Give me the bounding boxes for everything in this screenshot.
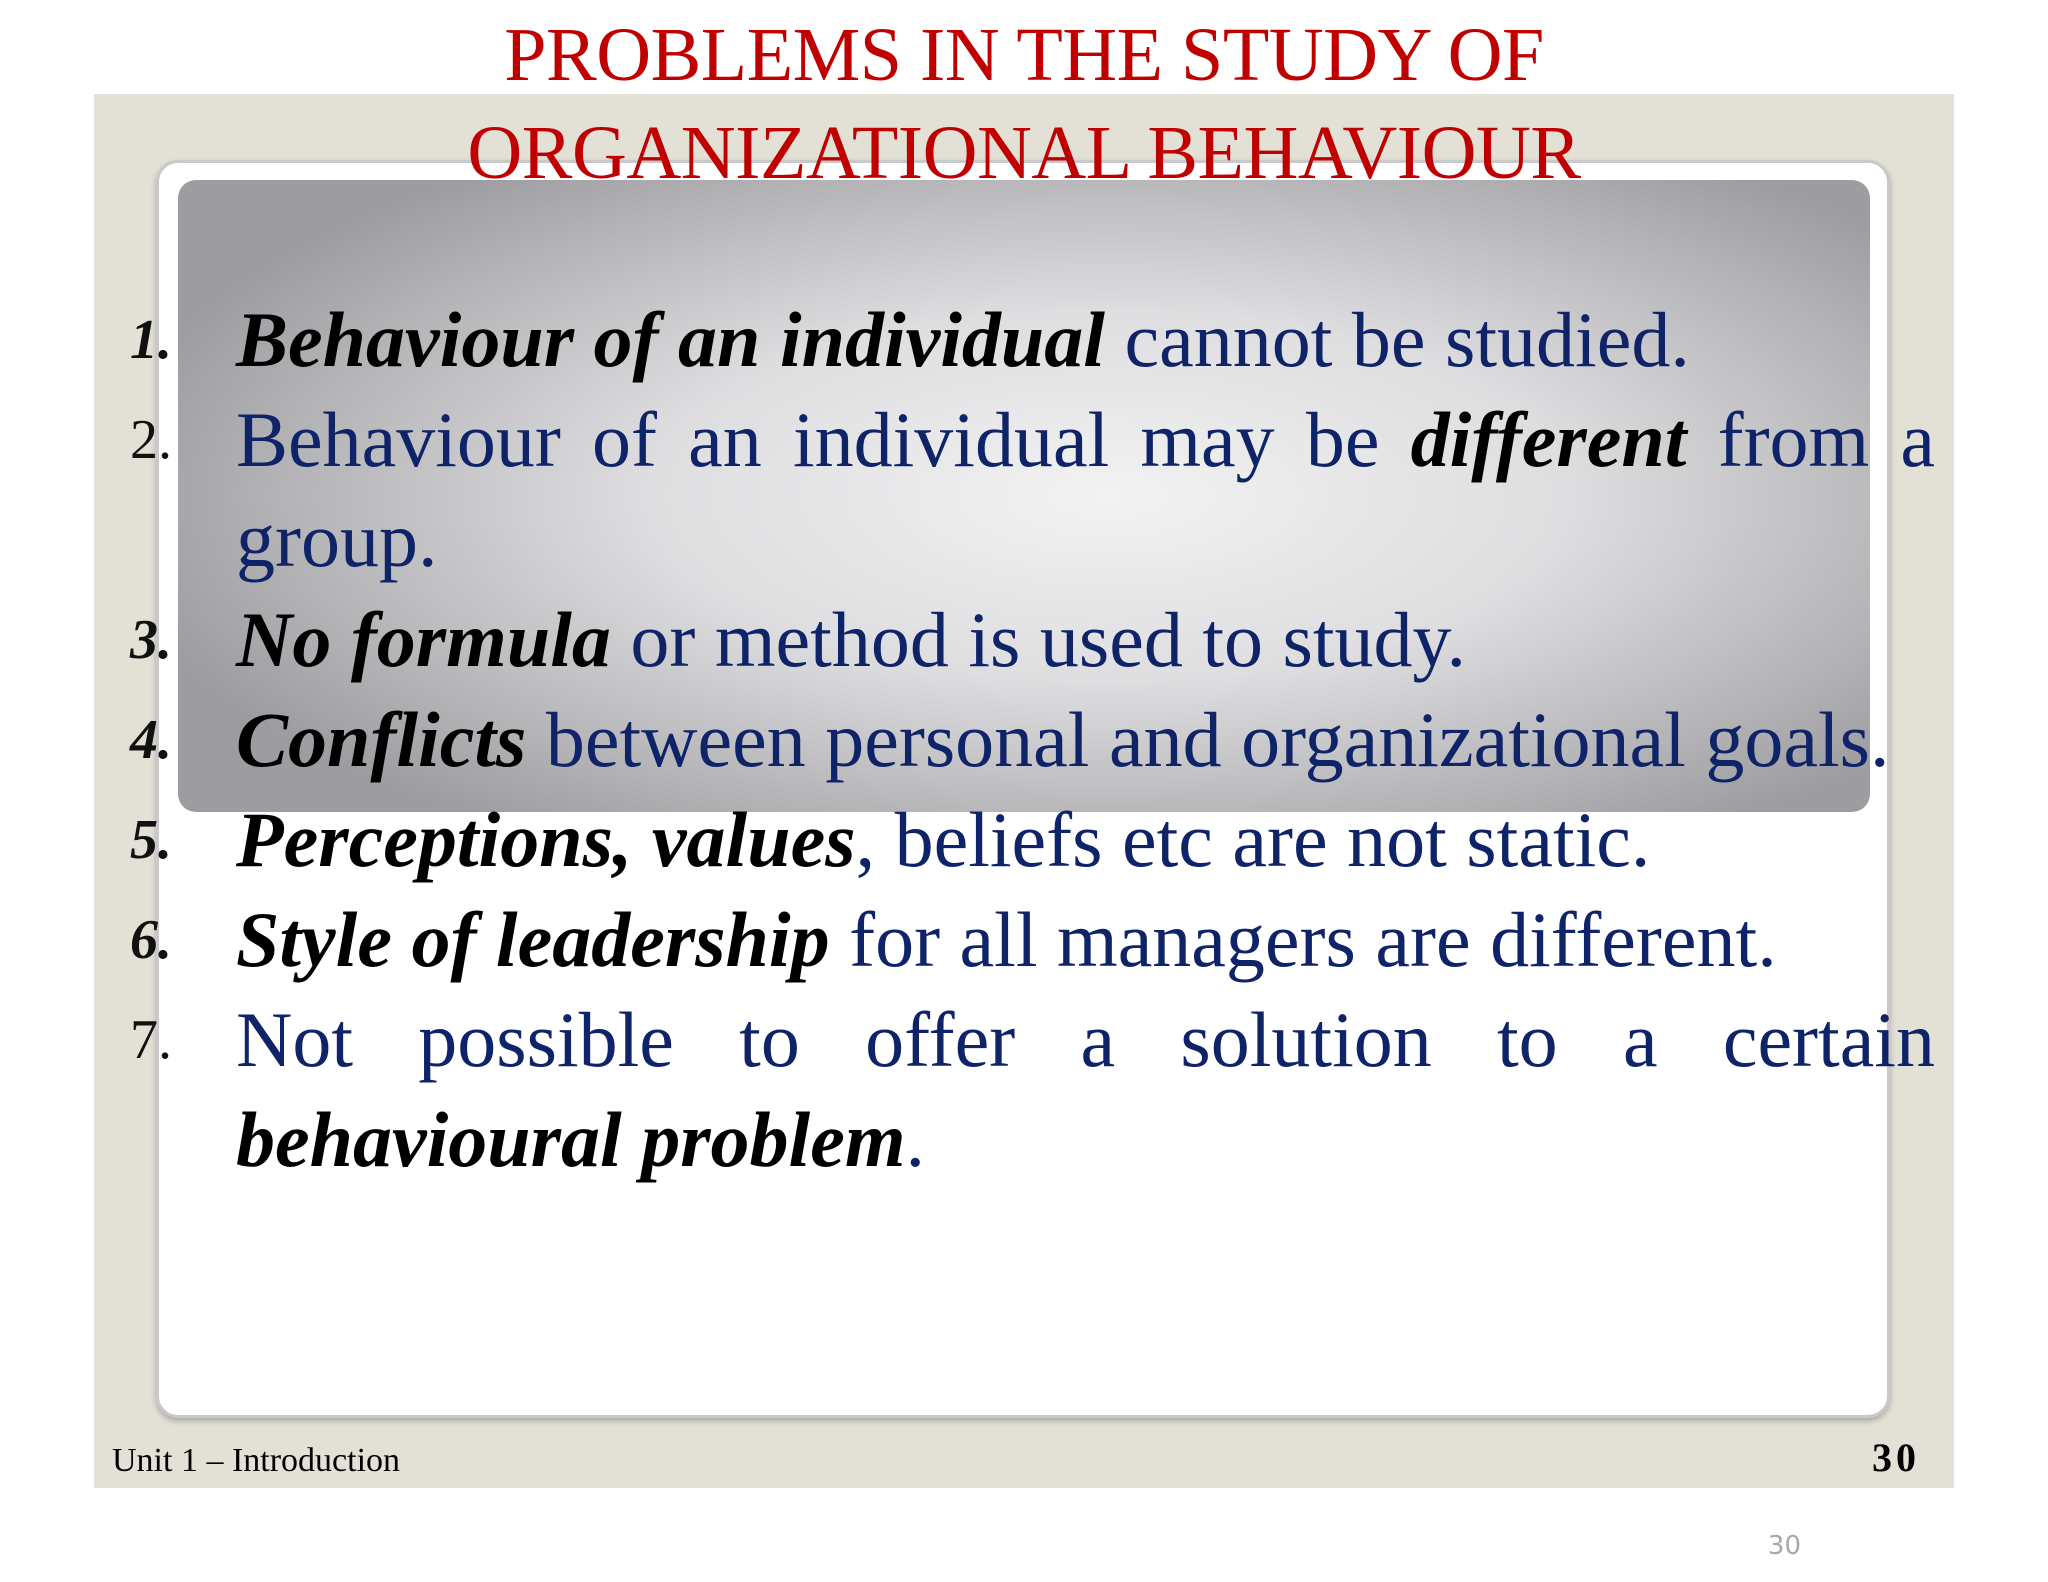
slide-title (94, 6, 1954, 202)
list-item (130, 690, 1935, 790)
item-emphasis: No formula (236, 596, 611, 683)
item-emphasis: Behaviour of an individual (236, 296, 1105, 383)
item-emphasis: behavioural problem (236, 1096, 906, 1183)
item-text: , beliefs etc are not static. (855, 796, 1651, 883)
item-number: 2. (130, 409, 172, 471)
list-item (130, 990, 1935, 1190)
item-number: 3. (130, 609, 172, 671)
title-line-1: PROBLEMS IN THE STUDY OF (504, 13, 1544, 97)
problem-list (130, 290, 1935, 1190)
item-number: 6. (130, 909, 172, 971)
footer-page-number: 30 (1872, 1435, 1920, 1480)
slide-number: 30 (1767, 1531, 1801, 1561)
item-text: cannot be studied. (1104, 296, 1690, 383)
item-number: 4. (130, 709, 172, 771)
item-text: from a group. (236, 396, 1935, 583)
list-item (130, 790, 1935, 890)
item-emphasis: different (1410, 396, 1687, 483)
item-number: 1. (130, 309, 172, 371)
footer-unit-label: Unit 1 – Introduction (112, 1442, 401, 1479)
item-text: between personal and organizational goals. (526, 696, 1890, 783)
list-item (130, 890, 1935, 990)
item-text: Not possible to offer a solution to a certain (236, 996, 1935, 1083)
item-number: 7. (130, 1009, 172, 1071)
list-item (130, 290, 1935, 390)
list-item (130, 590, 1935, 690)
item-text: for all managers are different. (829, 896, 1777, 983)
item-text: . (905, 1096, 926, 1183)
list-item (130, 390, 1935, 590)
item-emphasis: Conflicts (236, 696, 527, 783)
item-emphasis: Style of leadership (236, 896, 830, 983)
item-text: Behaviour of an individual may be (236, 396, 1411, 483)
item-number: 5. (130, 809, 172, 871)
item-emphasis: Perceptions, values (236, 796, 856, 883)
title-line-2: ORGANIZATIONAL BEHAVIOUR (467, 111, 1581, 195)
item-text: or method is used to study. (610, 596, 1466, 683)
